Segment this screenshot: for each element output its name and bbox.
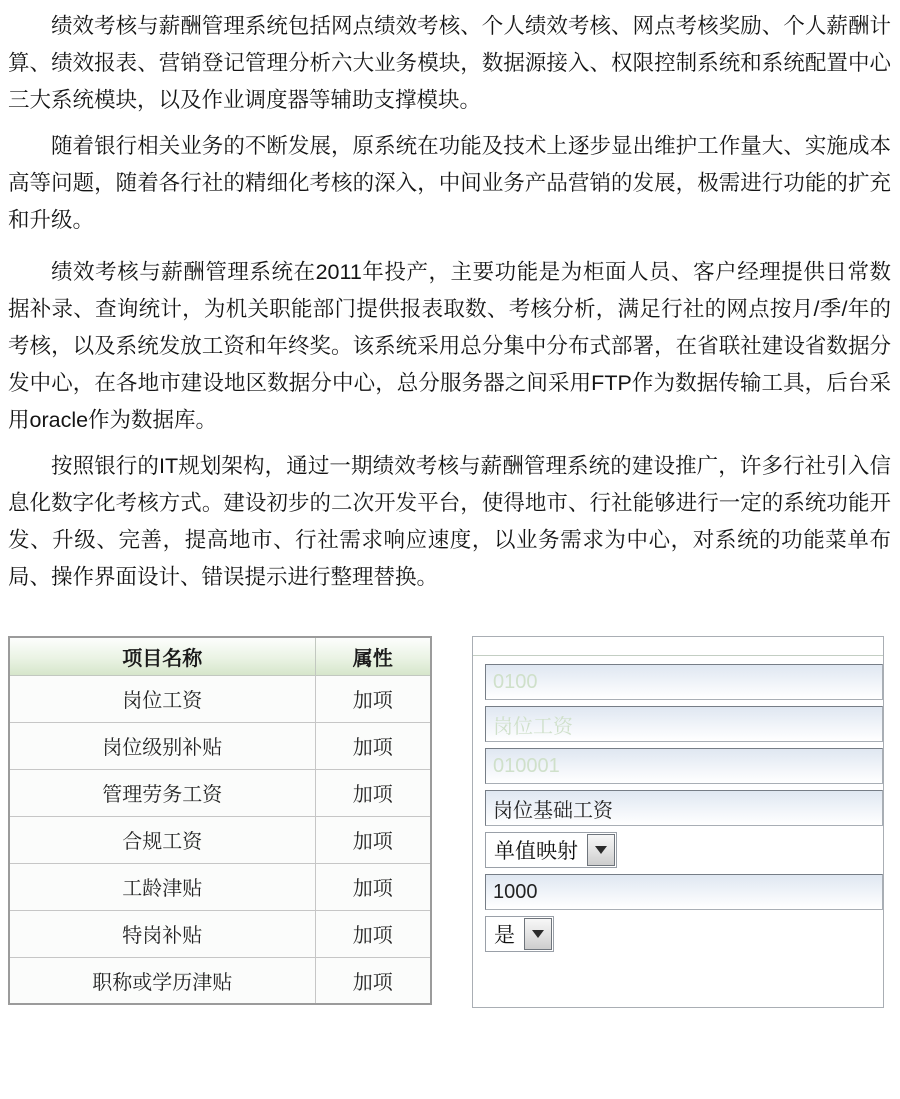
mapping-type-select[interactable] <box>485 832 617 868</box>
col-header-attribute: 属性 <box>315 637 431 675</box>
enabled-select[interactable] <box>485 916 554 952</box>
col-header-item-name: 项目名称 <box>9 637 315 675</box>
chevron-down-icon <box>595 846 607 854</box>
paragraph-it-plan: 按照银行的IT规划架构，通过一期绩效考核与薪酬管理系统的建设推广，许多行社引入信息化数字化考核方式。建设初步的二次开发平台，使得地市、行社能够进行一定的系统功能开发、升级、完善，提高地市、行社需求响应速度，以业务需求为中心，对系统的功能菜单布局、操作界面设计、错误提示进行整理替换。 <box>8 454 891 589</box>
table-row <box>9 816 431 863</box>
item-name-field <box>485 706 883 742</box>
table-header-row <box>9 637 431 675</box>
sub-item-code-field <box>485 748 883 784</box>
attribute-cell: 加项 <box>315 863 431 910</box>
item-name-cell: 合规工资 <box>9 816 315 863</box>
attribute-cell: 加项 <box>315 910 431 957</box>
attribute-cell: 加项 <box>315 816 431 863</box>
item-code-field <box>485 664 883 700</box>
item-name-cell: 职称或学历津贴 <box>9 957 315 1004</box>
item-name-cell: 特岗补贴 <box>9 910 315 957</box>
table-row <box>9 910 431 957</box>
attribute-cell: 加项 <box>315 769 431 816</box>
table-row <box>9 675 431 722</box>
paragraph-modules-overview: 绩效考核与薪酬管理系统包括网点绩效考核、个人绩效考核、网点考核奖励、个人薪酬计算、绩效报表、营销登记管理分析六大业务模块，数据源接入、权限控制系统和系统配置中心三大系统模块，以及作业调度器等辅助支撑模块。 <box>8 14 891 112</box>
item-config-form <box>473 656 883 952</box>
dropdown-button[interactable] <box>587 834 615 866</box>
item-name-cell: 工龄津贴 <box>9 863 315 910</box>
table-row <box>9 769 431 816</box>
table-row <box>9 722 431 769</box>
paragraph-upgrade-need: 随着银行相关业务的不断发展，原系统在功能及技术上逐步显出维护工作量大、实施成本高等问题，随着各行社的精细化考核的深入，中间业务产品营销的发展，极需进行功能的扩充和升级。 <box>8 134 891 232</box>
attribute-cell: 加项 <box>315 675 431 722</box>
table-row <box>9 957 431 1004</box>
figures-row <box>8 636 900 1008</box>
item-config-panel <box>472 636 884 1008</box>
item-name-cell: 管理劳务工资 <box>9 769 315 816</box>
item-name-cell: 岗位工资 <box>9 675 315 722</box>
attribute-cell: 加项 <box>315 722 431 769</box>
mapping-type-value: 单值映射 <box>486 833 586 867</box>
chevron-down-icon <box>532 930 544 938</box>
paragraph-system-history: 绩效考核与薪酬管理系统在2011年投产，主要功能是为柜面人员、客户经理提供日常数据补录、查询统计，为机关职能部门提供报表取数、考核分析，满足行社的网点按月/季/年的考核，以及系统发放工资和年终奖。该系统采用总分集中分布式部署，在省联社建设省数据分发中心，在各地市建设地区数据分中心，总分服务器之间采用FTP作为数据传输工具，后台采用oracle作为数据库。 <box>8 260 891 432</box>
salary-items-table <box>8 636 432 1005</box>
sub-item-name-field[interactable] <box>485 790 883 826</box>
dropdown-button[interactable] <box>524 918 552 950</box>
panel-header-strip <box>473 637 883 656</box>
table-row <box>9 863 431 910</box>
amount-field[interactable] <box>485 874 883 910</box>
enabled-value: 是 <box>486 917 523 951</box>
attribute-cell: 加项 <box>315 957 431 1004</box>
item-name-cell: 岗位级别补贴 <box>9 722 315 769</box>
